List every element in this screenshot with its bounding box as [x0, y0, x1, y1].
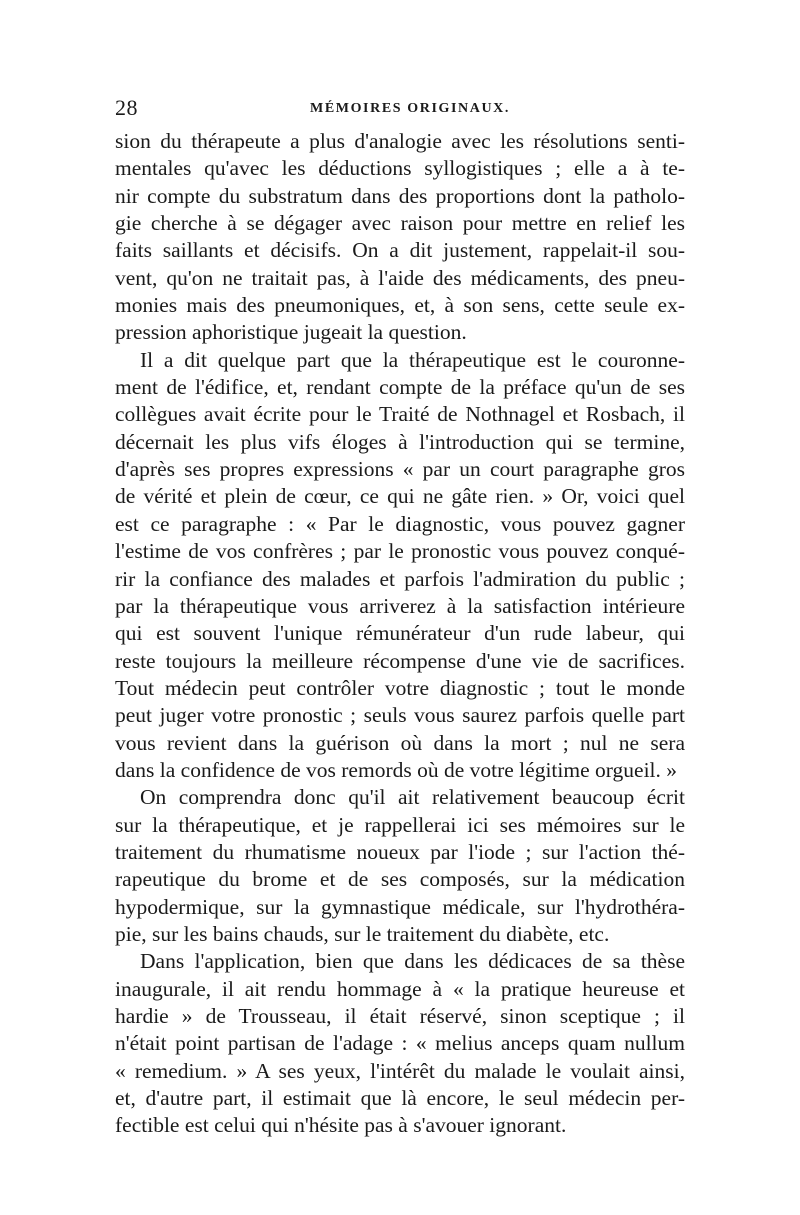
body-text: [115, 128, 685, 1140]
text-line: n'était point partisan de l'adage : « melius anceps quam nullum: [115, 1031, 685, 1056]
text-line: hardie » de Trousseau, il était réservé, sinon sceptique ; il: [115, 1004, 685, 1028]
text-line: On comprendra donc qu'il ait relativement beaucoup écrit: [140, 785, 685, 810]
text-line: Il a dit quelque part que la thérapeutique est le couronne-: [140, 347, 685, 372]
text-line: sion du thérapeute a plus d'analogie avec les résolutions senti-: [115, 129, 685, 153]
text-line: traitement du rhumatisme noueux par l'iode ; sur l'action thé-: [115, 839, 685, 864]
text-line: vous revient dans la guérison où dans la mort ; nul ne sera: [115, 730, 685, 755]
text-line: ment de l'édifice, et, rendant compte de la préface qu'un de ses: [115, 375, 685, 400]
page-header: [115, 95, 685, 125]
text-line: rir la confiance des malades et parfois l'admiration du public ;: [115, 566, 685, 591]
text-line: « remedium. » A ses yeux, l'intérêt du malade le voulait ainsi,: [115, 1058, 685, 1083]
text-line: reste toujours la meilleure récompense d'une vie de sacrifices.: [115, 648, 685, 673]
text-line: décernait les plus vifs éloges à l'introduction qui se termine,: [115, 429, 685, 454]
text-line: pie, sur les bains chauds, sur le traitement du diabète, etc.: [115, 921, 610, 946]
text-line: mentales qu'avec les déductions syllogistiques ; elle a à te-: [115, 156, 685, 181]
text-line: pression aphoristique jugeait la question.: [115, 320, 467, 345]
text-line: et, d'autre part, il estimait que là encore, le seul médecin per-: [115, 1086, 685, 1111]
text-line: peut juger votre pronostic ; seuls vous saurez parfois quelle part: [115, 703, 685, 728]
text-line: d'après ses propres expressions « par un court paragraphe gros: [115, 457, 685, 482]
text-line: Tout médecin peut contrôler votre diagnostic ; tout le monde: [115, 675, 685, 700]
text-line: fectible est celui qui n'hésite pas à s'avouer ignorant.: [115, 1113, 567, 1138]
text-line: inaugurale, il ait rendu hommage à « la pratique heureuse et: [115, 976, 685, 1001]
text-line: qui est souvent l'unique rémunérateur d'un rude labeur, qui: [115, 621, 685, 646]
text-line: Dans l'application, bien que dans les dédicaces de sa thèse: [140, 949, 685, 974]
text-line: collègues avait écrite pour le Traité de Nothnagel et Rosbach, il: [115, 402, 685, 427]
text-line: de vérité et plein de cœur, ce qui ne gâte rien. » Or, voici quel: [115, 484, 685, 509]
text-line: par la thérapeutique vous arriverez à la satisfaction intérieure: [115, 593, 685, 618]
text-line: faits saillants et décisifs. On a dit justement, rappelait-il sou-: [115, 238, 685, 263]
text-line: monies mais des pneumoniques, et, à son sens, cette seule ex-: [115, 293, 685, 318]
text-line: dans la confidence de vos remords où de votre légitime orgueil. »: [115, 757, 678, 782]
text-line: l'estime de vos confrères ; par le pronostic vous pouvez conqué-: [115, 539, 685, 564]
text-line: vent, qu'on ne traitait pas, à l'aide des médicaments, des pneu-: [115, 265, 685, 290]
text-line: est ce paragraphe : « Par le diagnostic, vous pouvez gagner: [115, 511, 685, 536]
text-line: rapeutique du brome et de ses composés, sur la médication: [115, 867, 685, 892]
text-line: sur la thérapeutique, et je rappellerai ici ses mémoires sur le: [115, 812, 685, 837]
running-head: MÉMOIRES ORIGINAUX.: [310, 101, 510, 116]
text-line: nir compte du substratum dans des proportions dont la patholo-: [115, 183, 685, 208]
page-number: 28: [115, 95, 138, 120]
text-line: hypodermique, sur la gymnastique médicale, sur l'hydrothéra-: [115, 894, 685, 919]
text-line: gie cherche à se dégager avec raison pour mettre en relief les: [115, 211, 685, 236]
